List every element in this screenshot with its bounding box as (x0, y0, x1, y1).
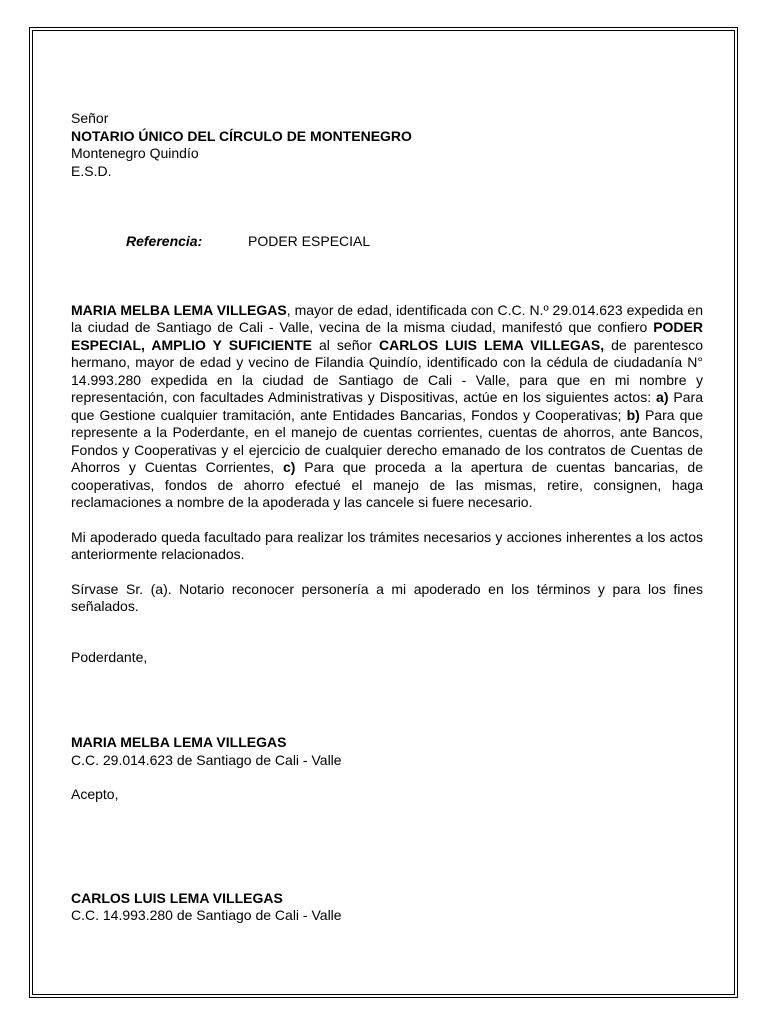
reference-line (71, 233, 703, 251)
grantor-signature-id: C.C. 29.014.623 de Santiago de Cali - Valle (71, 751, 342, 768)
attorney-signature-block (71, 890, 703, 925)
clause-c-text: Para que proceda a la apertura de cuentas bancarias, de cooperativas, fondos de ahorro efectué el manejo de las mismas, retire, consignen, haga reclamaciones a nombre de la apoderada y las cancele si fuere necesario. (71, 459, 703, 510)
attorney-signature-id: C.C. 14.993.280 de Santiago de Cali - Valle (71, 907, 342, 923)
reference-value: PODER ESPECIAL (248, 233, 371, 249)
grantor-signature-name: MARIA MELBA LEMA VILLEGAS (71, 734, 287, 750)
grant-text-1: , mayor de edad, identificada con C.C. N.º 29.014.623 expedida en la ciudad de Santiago de Cali - Valle, vecina de la misma ciudad, manifestó que confiero (71, 301, 703, 335)
esd-abbreviation: E.S.D. (71, 162, 112, 179)
addressee-block (71, 110, 703, 180)
clause-b-label: b) (626, 406, 640, 423)
notary-office: NOTARIO ÚNICO DEL CÍRCULO DE MONTENEGRO (71, 127, 412, 144)
clause-c-label: c) (283, 459, 296, 475)
attorney-name: CARLOS LUIS LEMA VILLEGAS, (378, 336, 605, 353)
grantor-signature-block (71, 734, 703, 769)
grant-paragraph (71, 302, 703, 512)
faculties-paragraph: Mi apoderado queda facultado para realizar los trámites necesarios y acciones inherentes a los actos anteriormente relacionados. (71, 528, 703, 562)
grantor-name: MARIA MELBA LEMA VILLEGAS (71, 301, 287, 318)
document-body (71, 110, 703, 925)
reference-label: Referencia: (126, 233, 203, 249)
clause-a-text: Para que Gestione cualquier tramitación, ante Entidades Bancarias, Fondos y Cooperativas; (71, 389, 703, 423)
acceptance-label: Acepto, (71, 786, 119, 802)
closing-label: Poderdante, (71, 648, 148, 665)
request-paragraph: Sírvase Sr. (a). Notario reconocer personería a mi apoderado en los términos y para los fines señalados. (71, 580, 703, 614)
clause-a-label: a) (656, 389, 669, 405)
notary-location: Montenegro Quindío (71, 145, 199, 161)
salutation: Señor (71, 110, 109, 126)
attorney-signature-name: CARLOS LUIS LEMA VILLEGAS (71, 889, 283, 906)
grant-text-2: al señor (311, 336, 379, 353)
clause-b-text: Para que represente a la Poderdante, en el manejo de cuentas corrientes, cuentas de ahorros, ante Bancos, Fondos y Cooperativas y el ejercicio de cualquier derecho emanado de los contratos de Cuentas de Ahorros y Cuentas Corrientes, (71, 406, 703, 475)
grant-text-3: de parentesco hermano, mayor de edad y vecino de Filandia Quindío, identificado con la cédula de ciudadanía N° 14.993.280 expedida en la ciudad de Santiago de Cali - Valle, para que en mi nombre y representación, con facultades Administrativas y Dispositivas, actúe en los siguientes actos: (71, 336, 703, 405)
power-type: PODER ESPECIAL, AMPLIO Y SUFICIENTE (71, 319, 703, 353)
